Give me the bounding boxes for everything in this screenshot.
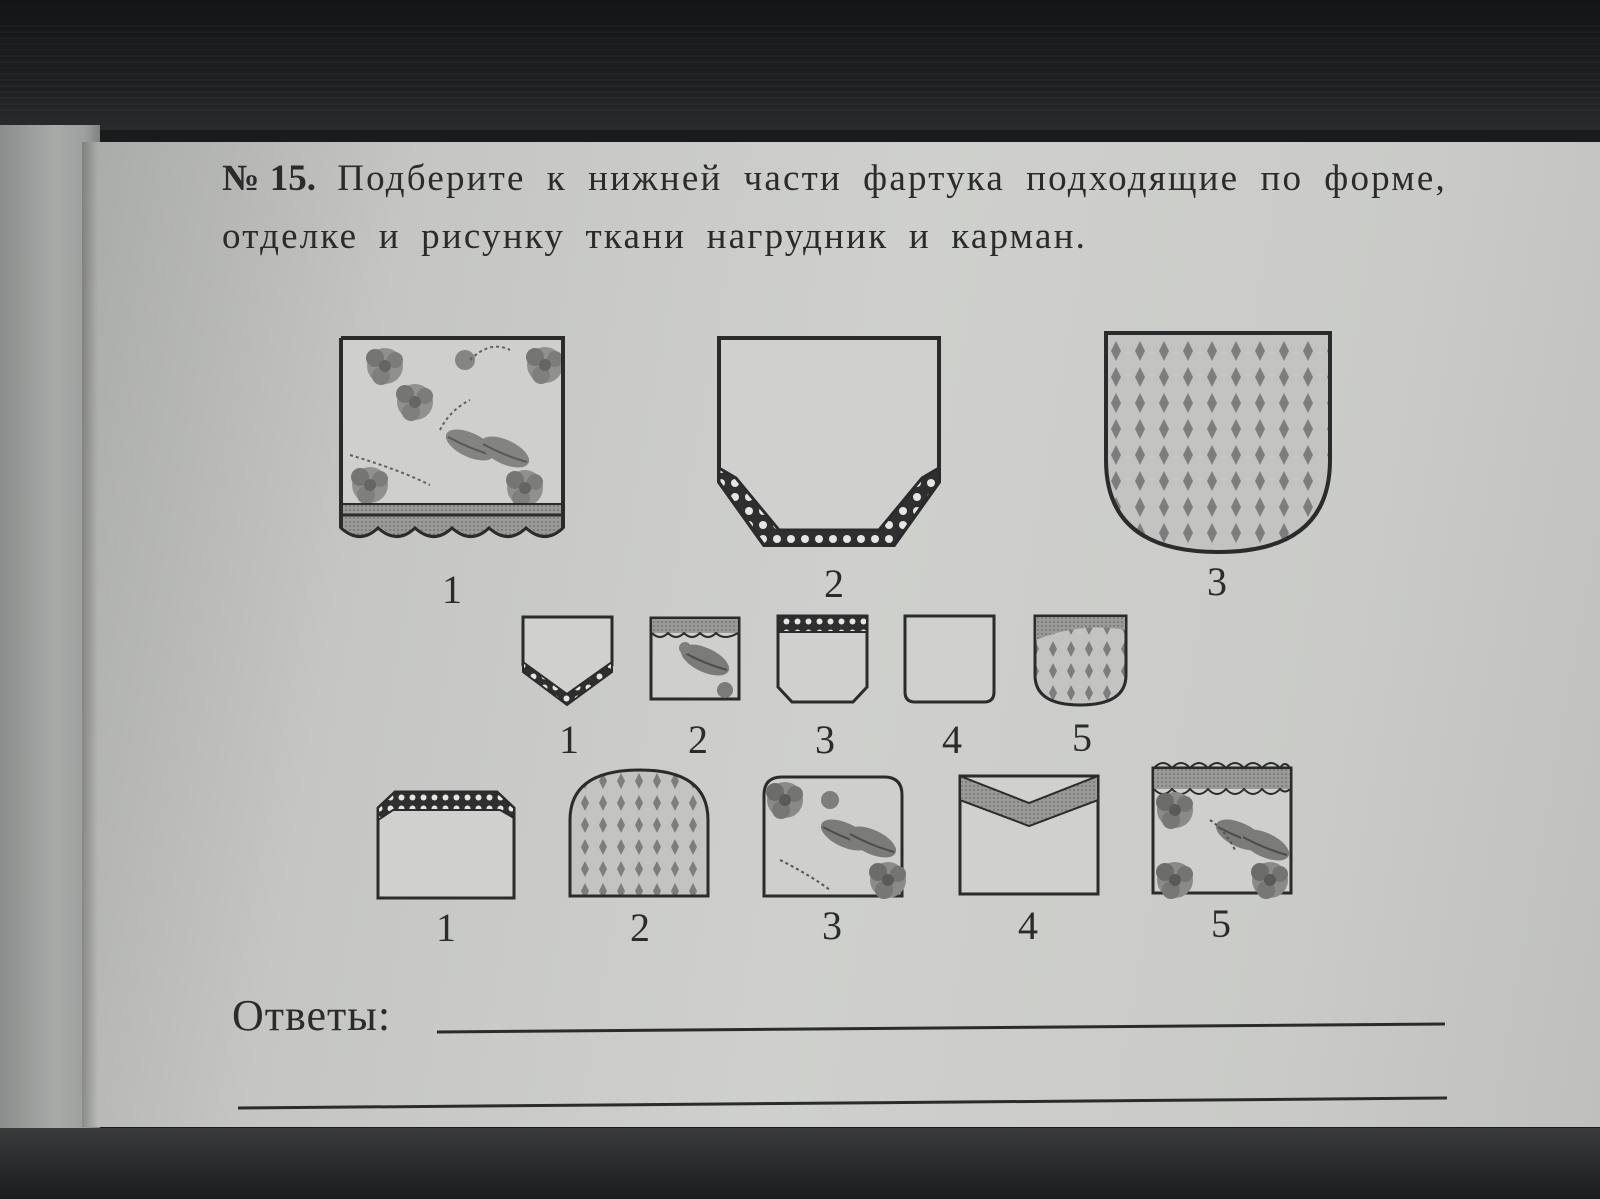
answer-line-2 — [238, 1098, 1447, 1108]
bib-label-3: 3 — [822, 903, 842, 948]
apron-label-1: 1 — [442, 567, 462, 612]
apron-part-2 — [719, 338, 939, 545]
answers-label: Ответы: — [232, 991, 392, 1040]
pocket-label-2: 2 — [688, 717, 708, 762]
pocket-label-1: 1 — [559, 717, 579, 762]
bib-label-4: 4 — [1018, 903, 1038, 948]
bib-1 — [378, 792, 514, 898]
bib-3 — [764, 777, 906, 899]
pocket-3 — [778, 616, 867, 702]
pocket-label-5: 5 — [1072, 715, 1092, 760]
pocket-5 — [1035, 616, 1126, 705]
apron-part-1 — [341, 338, 563, 537]
bib-5 — [1153, 763, 1294, 899]
apron-part-3 — [1106, 333, 1330, 552]
bib-label-1: 1 — [436, 905, 456, 950]
pocket-4 — [905, 616, 994, 702]
pocket-label-3: 3 — [815, 717, 835, 762]
pocket-1 — [523, 617, 612, 705]
apron-label-3: 3 — [1207, 559, 1227, 604]
bib-2 — [570, 770, 708, 896]
pocket-2 — [651, 618, 739, 699]
bib-4 — [960, 776, 1098, 894]
answer-line-1 — [437, 1024, 1445, 1032]
bib-label-2: 2 — [630, 905, 650, 950]
bib-label-5: 5 — [1211, 901, 1231, 946]
task-number: № 15. — [222, 158, 317, 199]
pocket-label-4: 4 — [942, 717, 962, 762]
apron-label-2: 2 — [824, 561, 844, 606]
task-text: Подберите к нижней части фартука подходящие по форме, отделке и рисунку ткани нагрудник и карман. — [222, 158, 1447, 257]
